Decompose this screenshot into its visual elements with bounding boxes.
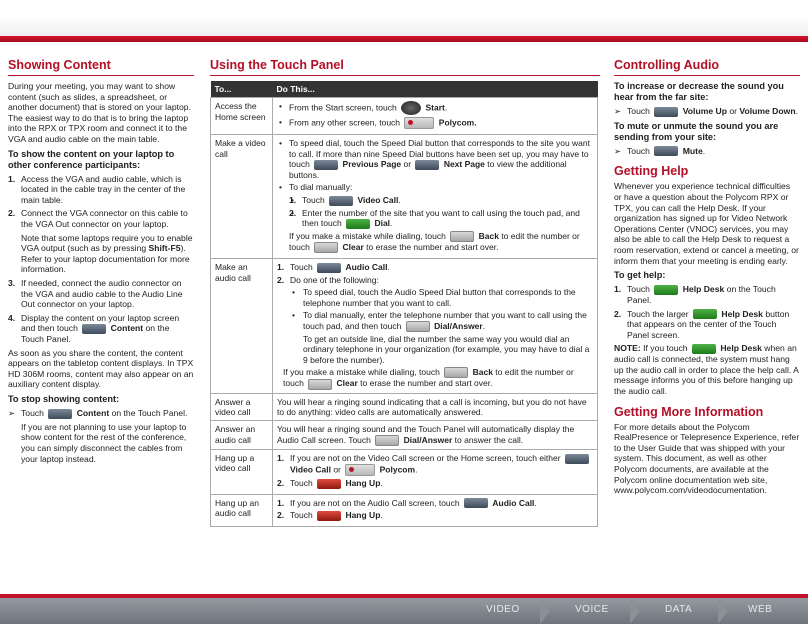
list-item: 2. Touch the larger Help Desk button that appears on the center of the Touch Panel screen. bbox=[614, 308, 790, 340]
list-item: 1. Touch Help Desk on the Touch Panel. bbox=[614, 284, 776, 305]
start-icon bbox=[401, 101, 421, 115]
help-desk-icon bbox=[693, 309, 717, 319]
touch-panel-title: Using the Touch Panel bbox=[210, 58, 344, 72]
mute-heading: To mute or unmute the sound you are sending from your site: bbox=[614, 120, 779, 142]
footer-separator bbox=[540, 598, 550, 624]
back-icon bbox=[450, 231, 474, 242]
left-column bbox=[8, 58, 194, 467]
column-header-do: Do This... bbox=[273, 81, 598, 98]
list-item: ➢ Touch Volume Up or Volume Down. bbox=[614, 106, 798, 116]
help-paragraph: Whenever you experience technical difficulties or have a question about the Polycom RPX or TPX, you can call the Help Desk. If your organization has signed up for Video Network Operations Center (VNOC) services, you may also be able to call the Help Desk to request a room reservation, extend or cancel a meeting, or inform them that your meeting is ending early. bbox=[614, 181, 799, 266]
video-call-icon bbox=[565, 454, 589, 464]
audio-call-icon bbox=[317, 263, 341, 273]
volume-heading: To increase or decrease the sound you hear from the far site: bbox=[614, 81, 784, 102]
footer-red-line bbox=[0, 594, 808, 598]
dial-answer-icon bbox=[375, 435, 399, 446]
footer-data: DATA bbox=[665, 604, 693, 615]
back-icon bbox=[444, 367, 468, 378]
help-desk-icon bbox=[654, 285, 678, 295]
stop-content-heading: To stop showing content: bbox=[8, 393, 120, 404]
table-header-row bbox=[211, 81, 598, 98]
help-note: NOTE: If you touch Help Desk when an audio call is connected, the system must hang up the audio call in order to place the help call. A message informs you of this before hanging up the audio call. bbox=[614, 343, 799, 396]
footer-separator bbox=[718, 598, 728, 624]
controlling-audio-title: Controlling Audio bbox=[614, 58, 720, 72]
dial-icon bbox=[346, 219, 370, 229]
getting-help-title: Getting Help bbox=[614, 164, 689, 179]
list-item: 1. Access the VGA and audio cable, which is located in the cable tray in the center of the main table. bbox=[8, 173, 186, 205]
get-help-heading: To get help: bbox=[614, 270, 666, 281]
table-row: Answer an audio call You will hear a ringing sound and the Touch Panel will automatically display the Audio Call screen. Touch Dial/Answer to answer the call. bbox=[211, 421, 598, 450]
footer-band bbox=[0, 594, 808, 624]
table-row: Hang up an audio call 1. If you are not on the Audio Call screen, touch Audio Call. 2. Touch Hang Up. bbox=[211, 494, 598, 527]
next-page-icon bbox=[415, 160, 439, 170]
more-info-title: Getting More Information bbox=[614, 404, 764, 419]
footer-voice: VOICE bbox=[575, 604, 609, 615]
list-item: 3. If needed, connect the audio connector on the VGA and audio cable to the Audio Line Out connector on your laptop. bbox=[8, 277, 183, 310]
audio-call-icon bbox=[464, 498, 488, 508]
after-share-paragraph: As soon as you share the content, the content appears on the tabletop content displays. In TPX HD 306M rooms, content may also appear on an auxiliary content display. bbox=[8, 347, 194, 390]
dial-answer-icon bbox=[406, 321, 430, 332]
column-header-to: To... bbox=[211, 81, 273, 98]
touch-panel-table bbox=[210, 81, 598, 527]
header-band bbox=[0, 0, 808, 42]
section-rule bbox=[210, 75, 600, 76]
show-content-heading: To show the content on your laptop to other conference participants: bbox=[8, 148, 175, 170]
footer-separator bbox=[630, 598, 640, 624]
table-row: Make an audio call 1. Touch Audio Call. 2. Do one of the following: • To speed dial, touch the Audio Speed Dial button that corresponds to the telephone number that you want to call. • To dial manually, enter the telephone number that you want to call using the touch pad, and then touch Dial/Answer. To get an outside line, dial the number the same way you would dial an ordinary telephone in your organization (for example, you may have to dial a 9 before the number). If you make a mistake while dialing, touch Back to edit the number or touch Clear to erase the number and start over. bbox=[211, 259, 598, 393]
content-icon bbox=[48, 409, 72, 419]
hang-up-icon bbox=[317, 511, 341, 521]
right-column bbox=[614, 58, 800, 499]
section-rule bbox=[8, 75, 194, 76]
table-row: Hang up a video call 1. If you are not on the Video Call screen or the Home screen, touch either Video Call or Polycom. 2. Touch Hang Up. bbox=[211, 450, 598, 495]
polycom-icon bbox=[404, 117, 434, 129]
list-item: 4. Display the content on your laptop screen and then touch Content on the Touch Panel. bbox=[8, 312, 180, 345]
intro-paragraph: During your meeting, you may want to show content (such as slides, a spreadsheet, or another document) that is stored on your laptop. The easiest way to do that is to bring the laptop into the RPX or TPX room and connect it to the VGA and audio cable on the main table. bbox=[8, 81, 191, 144]
table-row: Access the Home screen • From the Start screen, touch Start. • From any other screen, touch Polycom. bbox=[211, 98, 598, 135]
video-call-icon bbox=[329, 196, 353, 206]
list-item: ➢ Touch Content on the Touch Panel. If you are not planning to use your laptop to show content for the rest of the conference, you can simply disconnect the cables from your laptop instead. bbox=[8, 407, 188, 464]
list-item: 2. Connect the VGA connector on this cable to the VGA Out connector on your laptop. Note that some laptops require you to enable VGA output (such as by pressing Shift-F5). Refer to your laptop documentation for more information. bbox=[8, 208, 193, 275]
section-rule bbox=[614, 75, 800, 76]
clear-icon bbox=[308, 379, 332, 390]
footer-web: WEB bbox=[748, 604, 773, 615]
mute-icon bbox=[654, 146, 678, 156]
more-info-paragraph: For more details about the Polycom RealPresence or Telepresence Experience, refer to the User Guide that was shipped with your system. This document, as well as other Polycom documents, are available at the Polycom online documentation web site, www.polycom.com/videodocumentation. bbox=[614, 421, 800, 496]
help-desk-icon bbox=[692, 344, 716, 354]
list-item: ➢ Touch Mute. bbox=[614, 145, 706, 156]
polycom-icon bbox=[345, 464, 375, 476]
volume-icon bbox=[654, 107, 678, 117]
footer-video: VIDEO bbox=[486, 604, 520, 615]
table-row: Answer a video call You will hear a ringing sound indicating that a call is incoming, but you do not have to do anything: video calls are automatically answered. bbox=[211, 393, 598, 421]
content-icon bbox=[82, 324, 106, 334]
header-red-line bbox=[0, 36, 808, 42]
hang-up-icon bbox=[317, 479, 341, 489]
middle-column bbox=[210, 58, 600, 527]
showing-content-title: Showing Content bbox=[8, 58, 111, 72]
previous-page-icon bbox=[314, 160, 338, 170]
table-row: Make a video call • To speed dial, touch the Speed Dial button that corresponds to the site you want to call. If more than nine Speed Dial buttons have been set up, you may have to touch Previous Page or Next Page to view the additional buttons. • To dial manually: • 1. Touch Video Call. • 2. Enter the number of the site that you want to call using the touch pad, and then touch Dial. If you make a mistake while dialing, touch Back to edit the number or touch Clear to erase the number and start over. bbox=[211, 135, 598, 259]
clear-icon bbox=[314, 242, 338, 253]
